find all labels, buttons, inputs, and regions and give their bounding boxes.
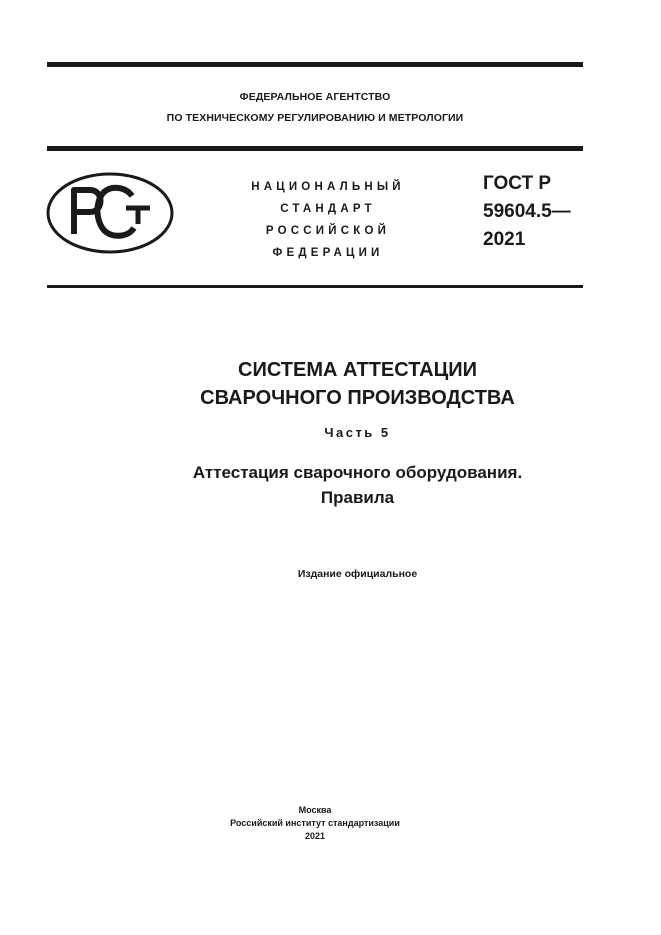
edition-label: Издание официальное — [297, 568, 418, 580]
footer-year: 2021 — [304, 831, 326, 841]
section-rule — [47, 285, 583, 288]
national-standard-label — [228, 176, 428, 264]
subtitle-line-1: Аттестация сварочного оборудования. — [192, 463, 523, 482]
standard-designation — [483, 170, 571, 254]
national-standard-line: НАЦИОНАЛЬНЫЙ — [251, 181, 405, 193]
designation-line-3: 2021 — [483, 229, 526, 250]
part-number: Часть 5 — [324, 425, 391, 440]
national-standard-line: РОССИЙСКОЙ — [265, 225, 391, 237]
document-title — [47, 356, 661, 412]
agency-line-2: ПО ТЕХНИЧЕСКОМУ РЕГУЛИРОВАНИЮ И МЕТРОЛОГИИ — [166, 112, 464, 124]
agency-line-1: ФЕДЕРАЛЬНОЕ АГЕНТСТВО — [239, 91, 391, 103]
gost-r-logo-icon — [46, 172, 174, 254]
national-standard-line: ФЕДЕРАЦИИ — [272, 247, 384, 259]
footer-city: Москва — [298, 805, 332, 815]
national-standard-line: СТАНДАРТ — [280, 203, 376, 215]
header-rule — [47, 146, 583, 151]
footer-publisher: Российский институт стандартизации — [230, 818, 400, 828]
designation-line-1: ГОСТ Р — [483, 173, 552, 194]
subtitle-line-2: Правила — [320, 488, 395, 507]
top-rule — [47, 62, 583, 67]
document-subtitle — [47, 460, 661, 510]
publication-footer — [47, 804, 583, 843]
designation-line-2: 59604.5— — [483, 201, 571, 222]
title-line-1: СИСТЕМА АТТЕСТАЦИИ — [238, 359, 477, 381]
title-line-2: СВАРОЧНОГО ПРОИЗВОДСТВА — [200, 387, 515, 409]
